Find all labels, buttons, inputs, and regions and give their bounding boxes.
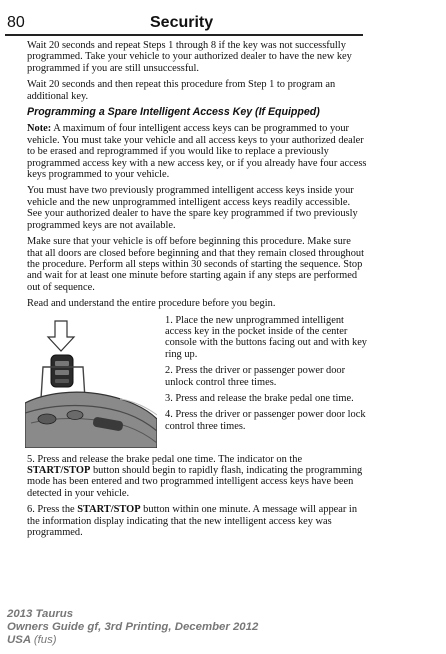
footer-market-code: (fus) (33, 634, 57, 646)
step-3: 3. Press and release the brake pedal one time. (165, 392, 354, 404)
footer-model: 2013 Taurus (7, 608, 74, 620)
paragraph-requirements: You must have two previously programmed intelligent access keys inside your vehicle and the new unprogrammed intelligent access keys readily accessible. See your authorized dealer to have the spare key programmed if two previously programmed keys are not available. (27, 185, 358, 231)
step-5-text: 5. Press and release the brake pedal one time. The indicator on the (27, 453, 303, 465)
note-label: Note: (27, 123, 52, 135)
header-divider (5, 34, 363, 36)
paragraph-read-first: Read and understand the entire procedure before you begin. (27, 298, 276, 310)
step-4: 4. Press the driver or passenger power door lock control three times. (165, 409, 366, 432)
steps-1-4 (165, 315, 369, 438)
page-footer (7, 608, 307, 647)
note-text: A maximum of four intelligent access keys can be programmed to your vehicle. You must take your vehicle and all access keys to your authorized dealer to be erased and reprogrammed if you would like to replace a previously programmed access key with a new access key, or if you already have four access keys programmed to your vehicle. (27, 123, 367, 181)
subheading-spare-key: Programming a Spare Intelligent Access Key (If Equipped) (27, 106, 320, 119)
figure-with-steps (27, 315, 367, 450)
footer-market-name: USA (7, 634, 31, 646)
step-1: 1. Place the new unprogrammed intelligent access key in the pocket inside of the center console with the buttons facing out and with key ring up. (165, 314, 368, 360)
start-stop-label: START/STOP (77, 504, 141, 516)
center-console-key-pocket-illustration (25, 315, 157, 448)
step-5 (27, 454, 367, 500)
step-2: 2. Press the driver or passenger power door unlock control three times. (165, 365, 346, 388)
note-paragraph (27, 123, 367, 180)
step-6 (27, 504, 367, 538)
page-number: 80 (7, 14, 25, 31)
paragraph-additional-key: Wait 20 seconds and then repeat this procedure from Step 1 to program an additional key. (27, 79, 336, 102)
step-6-text-cont: button within one minute. A message will appear in the information display indicating that the new intelligent access key was programmed. (27, 504, 358, 538)
footer-printing: Owners Guide gf, 3rd Printing, December 2012 (7, 621, 259, 633)
section-title: Security (150, 14, 214, 31)
step-5-text-cont: button should begin to rapidly flash, indicating the programming mode has been entered and two programmed intelligent access keys have been detected in your vehicle. (27, 464, 363, 499)
step-6-text: 6. Press the (27, 504, 78, 516)
start-stop-label: START/STOP (27, 464, 91, 476)
paragraph-retry: Wait 20 seconds and repeat Steps 1 through 8 if the key was not successfully programmed. Take your vehicle to your authorized dealer to have the new key programmed if you are still unsuccessful. (27, 40, 352, 74)
page-body (27, 40, 367, 543)
paragraph-procedure-conditions: Make sure that your vehicle is off before beginning this procedure. Make sure that all doors are closed before beginning and that they remain closed throughout the procedure. Perform all steps within 30 seconds of starting the sequence. Stop and wait for at least one minute before starting again if any steps are performed out of sequence. (27, 236, 365, 293)
footer-market (7, 634, 307, 647)
